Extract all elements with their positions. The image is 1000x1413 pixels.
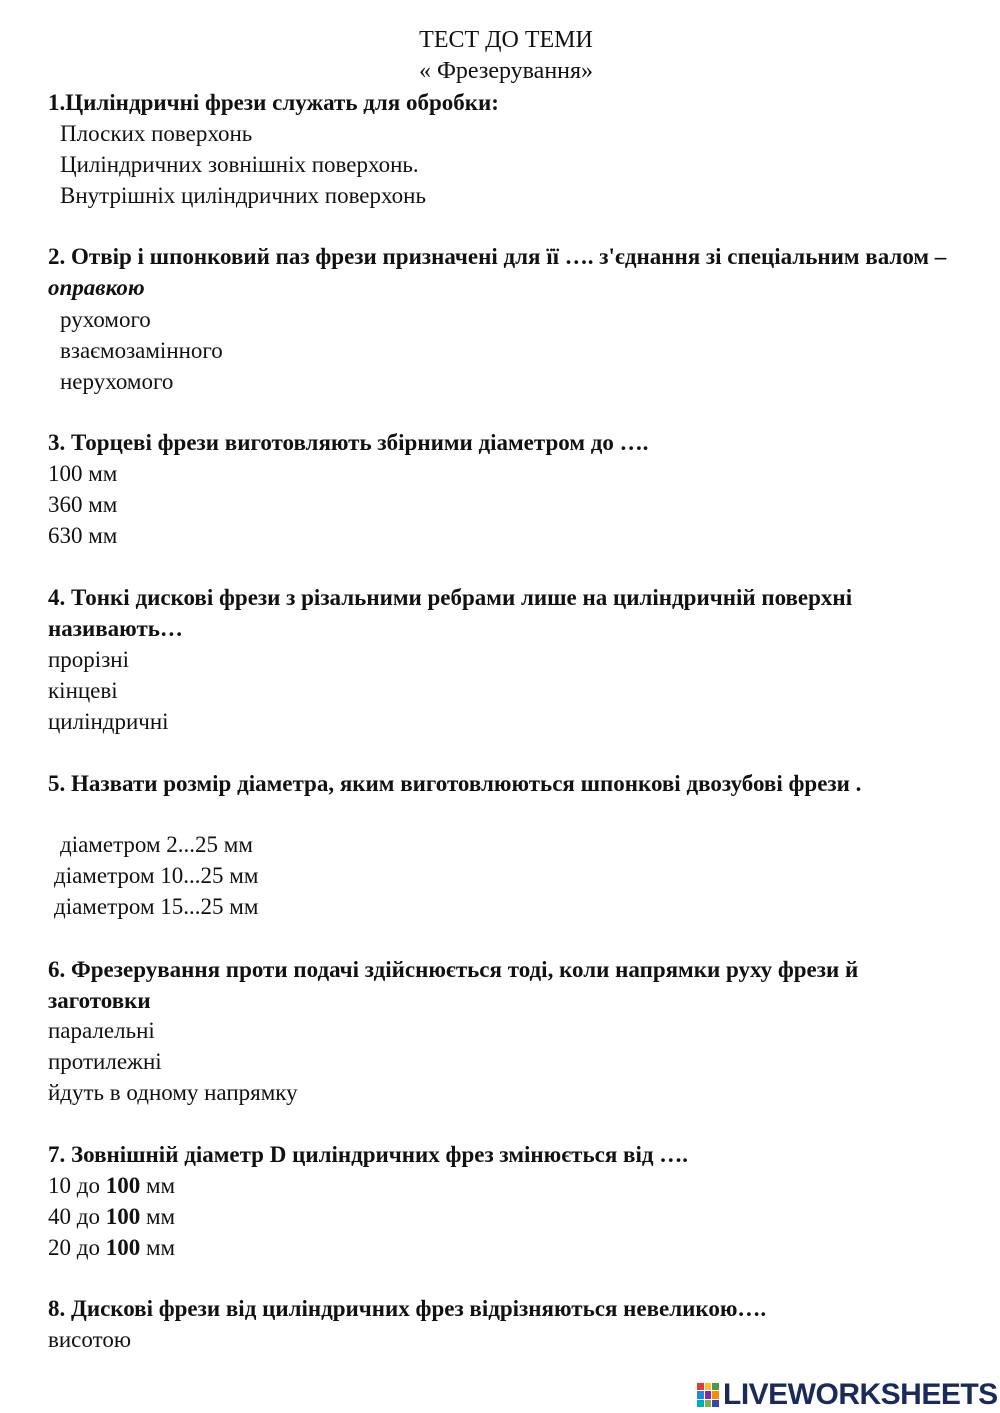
answer-option[interactable]: висотою (48, 1327, 132, 1352)
answer-option[interactable]: Циліндричних зовнішніх поверхонь. (60, 152, 419, 177)
option-post: мм (140, 1173, 176, 1198)
option-post: мм (140, 1204, 176, 1229)
answer-option[interactable]: прорізні (48, 647, 129, 672)
question-8: 8. Дискові фрези від циліндричних фрез відрізняються невеликою…. (48, 1296, 767, 1321)
answer-option[interactable]: паралельні (48, 1018, 155, 1043)
logo-square (705, 1383, 712, 1390)
answer-option[interactable] (48, 1232, 175, 1263)
option-pre: 10 до (48, 1173, 106, 1198)
logo-square (697, 1391, 704, 1398)
question-2 (48, 241, 948, 303)
answer-option[interactable] (48, 1170, 175, 1201)
answer-option[interactable]: взаємозамінного (60, 338, 223, 363)
answer-option[interactable]: діаметром 15...25 мм (54, 894, 259, 919)
question-5: 5. Назвати розмір діаметра, яким виготовлюються шпонкові двозубові фрези . (48, 771, 862, 796)
answer-option[interactable]: 360 мм (48, 492, 118, 517)
answer-option[interactable]: 630 мм (48, 523, 118, 548)
option-bold: 100 (105, 1204, 141, 1229)
answer-option[interactable] (48, 1201, 175, 1232)
question-3: 3. Торцеві фрези виготовляють збірними діаметром до …. (48, 430, 649, 455)
answer-option[interactable]: циліндричні (48, 709, 169, 734)
logo-square (705, 1400, 712, 1407)
option-bold: 100 (105, 1173, 141, 1198)
answer-option[interactable]: нерухомого (60, 369, 174, 394)
logo-square (712, 1391, 719, 1398)
liveworksheets-logo (697, 1378, 998, 1412)
answer-option[interactable]: Плоских поверхонь (60, 121, 253, 146)
question-7: 7. Зовнішній діаметр D циліндричних фрез змінюється від …. (48, 1142, 688, 1167)
page-subtitle: « Фрезерування» (418, 58, 594, 84)
question-4: 4. Тонкі дискові фрези з різальними ребрами лише на циліндричній поверхні називають… (48, 585, 853, 641)
logo-text: LIVEWORKSHEETS (723, 1378, 998, 1411)
liveworksheets-logo-icon (697, 1383, 719, 1407)
question-6: 6. Фрезерування проти подачі здійснюється тоді, коли напрямки руху фрези й заготовки (48, 957, 859, 1013)
answer-option[interactable]: кінцеві (48, 678, 118, 703)
logo-square (697, 1383, 704, 1390)
answer-option[interactable]: діаметром 2...25 мм (60, 832, 253, 857)
logo-square (705, 1391, 712, 1398)
answer-option[interactable]: Внутрішніх циліндричних поверхонь (60, 183, 426, 208)
answer-option[interactable]: йдуть в одному напрямку (48, 1080, 298, 1105)
answer-option[interactable]: 100 мм (48, 461, 118, 486)
logo-square (712, 1400, 719, 1407)
answer-option[interactable]: протилежні (48, 1049, 162, 1074)
option-pre: 40 до (48, 1204, 106, 1229)
question-1: 1.Циліндричні фрези служать для обробки: (48, 90, 499, 115)
option-bold: 100 (105, 1235, 141, 1260)
option-post: мм (140, 1235, 176, 1260)
option-pre: 20 до (48, 1235, 106, 1260)
answer-option[interactable]: діаметром 10...25 мм (54, 863, 259, 888)
page-title: ТЕСТ ДО ТЕМИ (419, 27, 593, 53)
logo-square (697, 1400, 704, 1407)
question-2-italic: оправкою (48, 275, 145, 300)
logo-square (712, 1383, 719, 1390)
answer-option[interactable]: рухомого (60, 307, 151, 332)
question-2-text: 2. Отвір і шпонковий паз фрези призначені для її …. з'єднання зі спеціальним валом – (48, 244, 947, 269)
